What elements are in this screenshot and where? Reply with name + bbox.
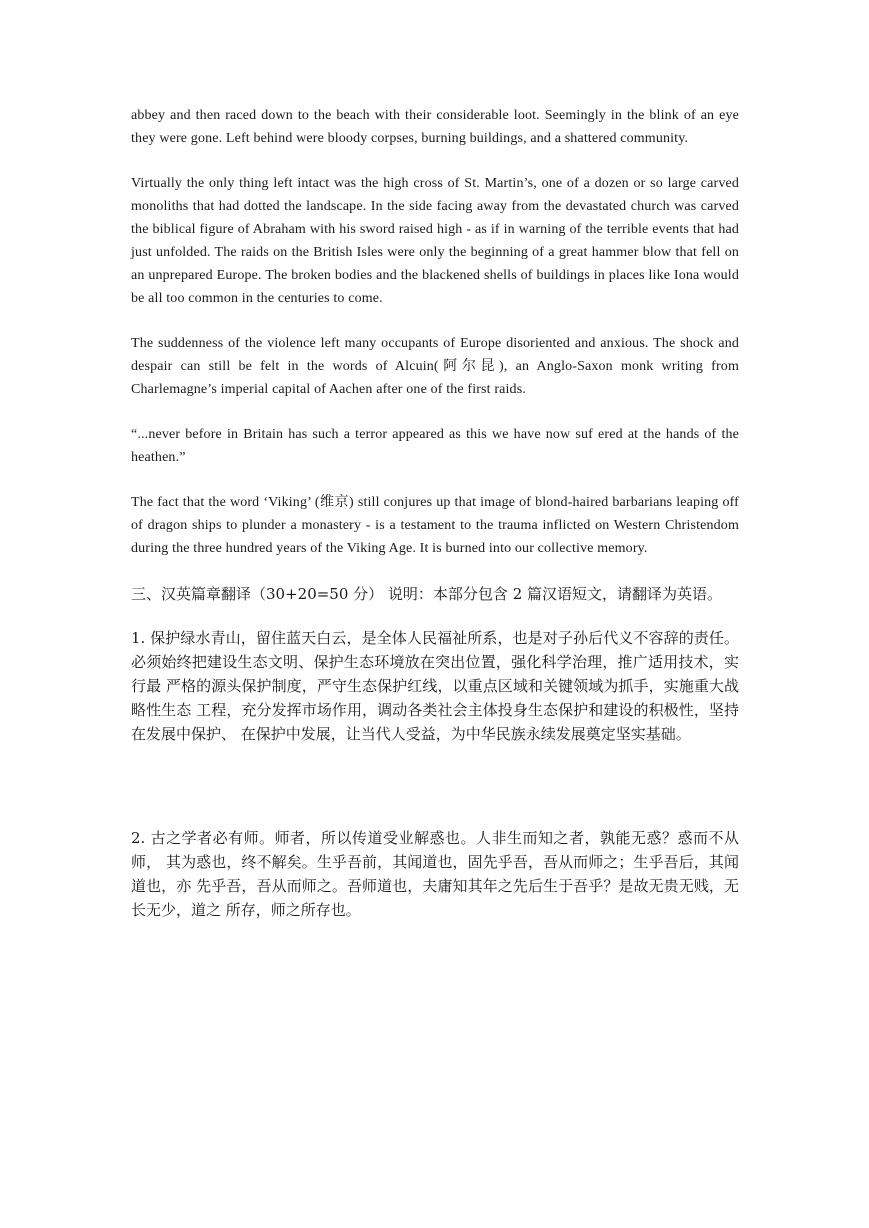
translation-item-2: 2. 古之学者必有师。师者，所以传道受业解惑也。人非生而知之者，孰能无惑？惑而不从师， 其为惑也，终不解矣。生乎吾前，其闻道也，固先乎吾，吾从而师之；生乎吾后，其闻道也，亦 先乎吾，吾从而师之。吾师道也，夫庸知其年之先后生于吾乎？是故无贵无贱，无长无少，道之 所存，师之所存也。 <box>131 829 739 919</box>
paragraph-high-cross: Virtually the only thing left intact was the high cross of St. Martin’s, one of a dozen or so large carved monoliths that had dotted the landscape. In the side facing away from the devastated church was carved the biblical figure of Abraham with his sword raised high - as if in warning of the terrible events that had just unfolded. The raids on the British Isles were only the beginning of a great hammer blow that fell on an unprepared Europe. The broken bodies and the blackened shells of buildings in places like Iona would be all too common in the centuries to come. <box>131 176 739 306</box>
quote-alcuin: “...never before in Britain has such a terror appeared as this we have now suf ered at the hands of the heathen.” <box>131 427 739 465</box>
paragraph-abbey-raid: abbey and then raced down to the beach with their considerable loot. Seemingly in the blink of an eye they were gone. Left behind were bloody corpses, burning buildings, and a shattered community. <box>131 108 739 146</box>
paragraph-viking-word: The fact that the word ‘Viking’ (维京) still conjures up that image of blond-haired barbarians leaping off of dragon ships to plunder a monastery - is a testament to the trauma inflicted on Western Christendom during the three hundred years of the Viking Age. It is burned into our collective memory. <box>131 495 739 556</box>
paragraph-alcuin: The suddenness of the violence left many occupants of Europe disoriented and anxious. The shock and despair can still be felt in the words of Alcuin(阿尔昆), an Anglo-Saxon monk writing from Charlemagne’s imperial capital of Aachen after one of the first raids. <box>131 336 739 397</box>
translation-item-1: 1. 保护绿水青山，留住蓝天白云，是全体人民福祉所系，也是对子孙后代义不容辞的责任。必须始终把建设生态文明、保护生态环境放在突出位置，强化科学治理，推广适用技术，实行最 严格的源头保护制度，严守生态保护红线，以重点区域和关键领域为抓手，实施重大战略性生态 工程，充分发挥市场作用，调动各类社会主体投身生态保护和建设的积极性，坚持在发展中保护、 在保护中发展，让当代人受益，为中华民族永续发展奠定坚实基础。 <box>131 629 739 743</box>
section-heading: 三、汉英篇章翻译（30+20=50 分） 说明：本部分包含 2 篇汉语短文，请翻译为英语。 <box>131 585 723 603</box>
page-content <box>131 104 739 922</box>
